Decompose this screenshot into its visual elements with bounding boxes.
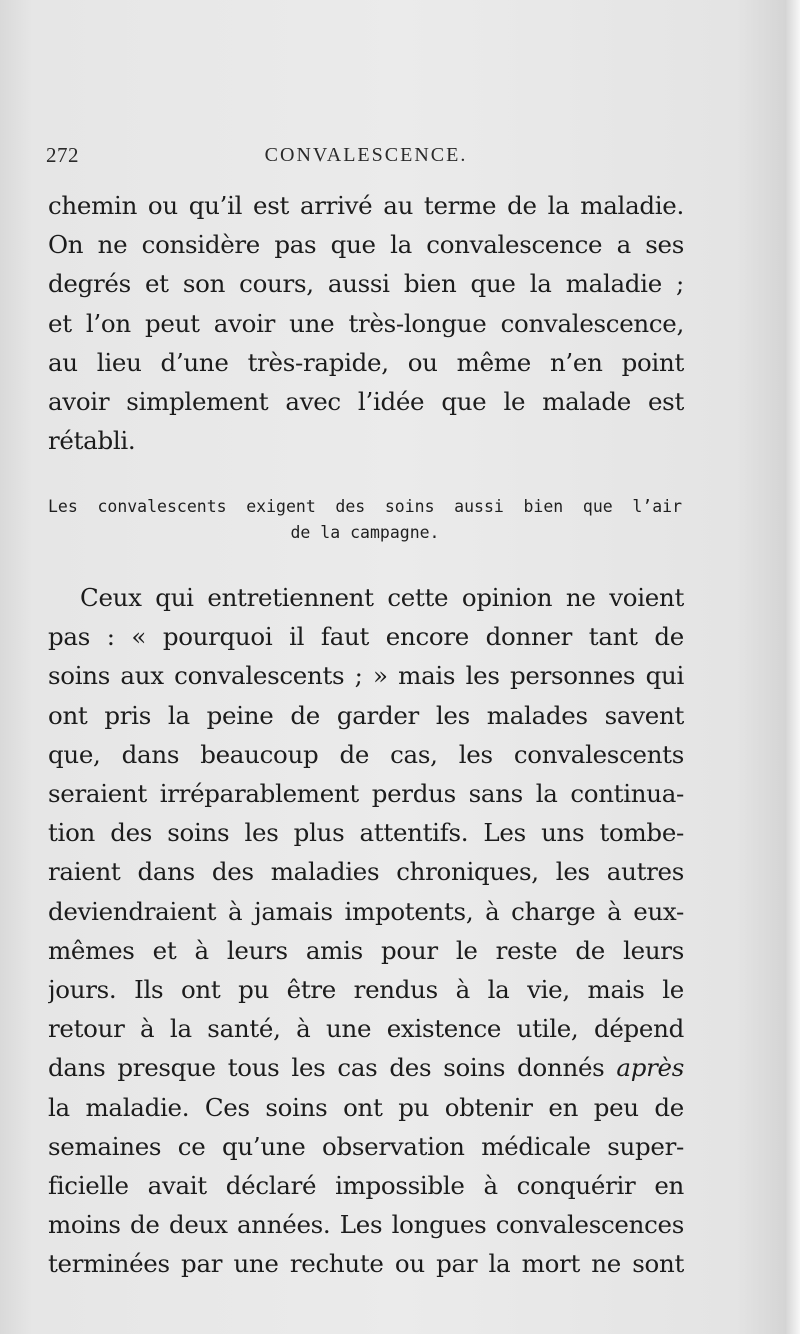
side-heading — [48, 494, 682, 546]
text-line: semaines ce qu’une observation médicale super- — [48, 1131, 684, 1161]
text-line: seraient irréparablement perdus sans la continua- — [48, 779, 684, 809]
text-line: tion des soins les plus attentifs. Les uns tombe- — [48, 818, 684, 848]
side-heading-line: de la campagne. — [290, 523, 440, 542]
running-header — [46, 143, 686, 171]
text-line: que, dans beaucoup de cas, les convalescents — [48, 739, 684, 769]
text-line: mêmes et à leurs amis pour le reste de leurs — [48, 935, 684, 965]
text-line: soins aux convalescents ; » mais les personnes qui — [48, 661, 684, 691]
running-title: CONVALESCENCE. — [264, 144, 468, 166]
text-line: degrés et son cours, aussi bien que la maladie ; — [48, 269, 684, 299]
side-heading-line: Les convalescents exigent des soins aussi bien que l’air — [48, 497, 682, 516]
page-edge-shadow — [786, 0, 800, 1334]
text-line: moins de deux années. Les longues convalescences — [48, 1210, 684, 1240]
page-number: 272 — [46, 143, 79, 167]
text-line: avoir simplement avec l’idée que le malade est — [48, 387, 684, 417]
text-line: ont pris la peine de garder les malades savent — [48, 700, 684, 730]
text-line: et l’on peut avoir une très-longue convalescence, — [48, 308, 684, 338]
text-line: jours. Ils ont pu être rendus à la vie, mais le — [48, 975, 684, 1005]
text-line: pas : « pourquoi il faut encore donner tant de — [48, 622, 684, 652]
text-line: ficielle avait déclaré impossible à conquérir en — [48, 1171, 684, 1201]
text-line: rétabli. — [48, 426, 136, 456]
text-line: On ne considère pas que la convalescence a ses — [48, 230, 684, 260]
text-line-with-italic — [48, 1048, 684, 1087]
text-line: terminées par une rechute ou par la mort ne sont — [48, 1249, 684, 1279]
text-line: Ceux qui entretiennent cette opinion ne voient — [80, 583, 684, 612]
text-line: au lieu d’une très-rapide, ou même n’en point — [48, 347, 684, 377]
text-line: raient dans des maladies chroniques, les autres — [48, 857, 684, 887]
text-line: chemin ou qu’il est arrivé au terme de la maladie. — [48, 191, 684, 220]
paragraph-1 — [48, 186, 684, 460]
paragraph-2 — [48, 578, 684, 1284]
text-segment: dans presque tous les cas des soins donnés — [48, 1053, 605, 1083]
text-line: la maladie. Ces soins ont pu obtenir en peu de — [48, 1092, 684, 1122]
text-line: deviendraient à jamais impotents, à charge à eux- — [48, 896, 684, 926]
text-line: retour à la santé, à une existence utile, dépend — [48, 1014, 684, 1044]
italic-word: après — [616, 1053, 684, 1083]
